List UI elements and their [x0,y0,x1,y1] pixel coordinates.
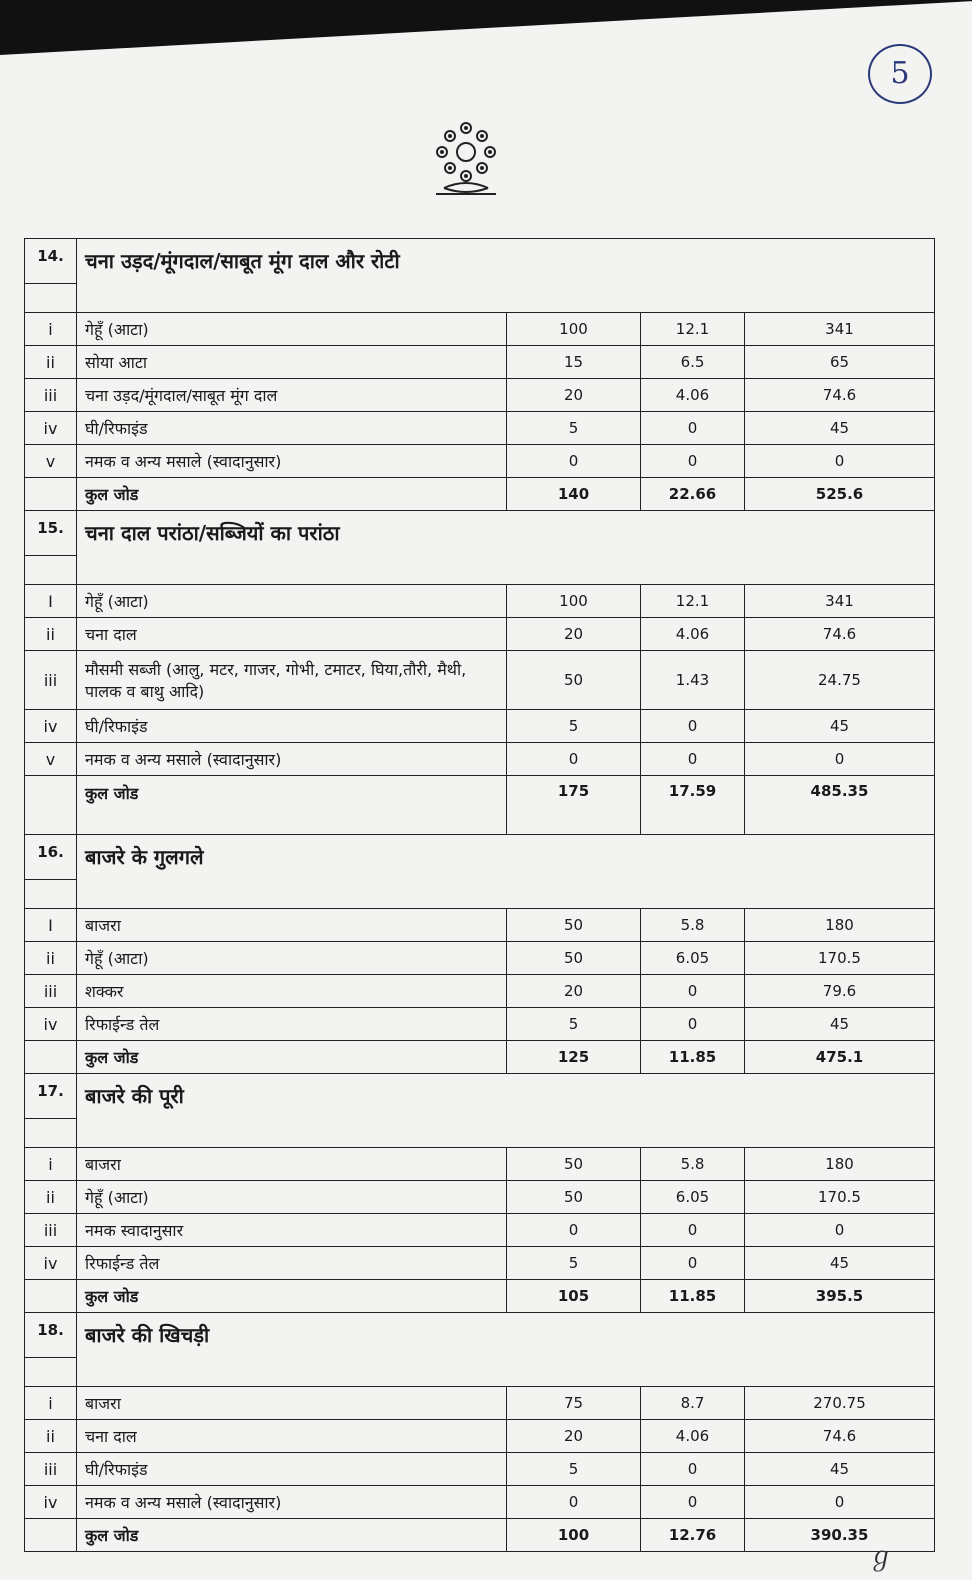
section-title: चना दाल परांठा/सब्जियों का परांठा [77,511,935,556]
handwritten-page-number: 5 [868,44,932,104]
protein-value: 6.05 [641,1181,745,1214]
section-spacer-row [25,880,935,909]
protein-value: 0 [641,412,745,445]
total-protein: 12.76 [641,1519,745,1552]
protein-value: 0 [641,1486,745,1519]
item-serial: i [25,313,77,346]
section-header-row [25,511,935,556]
item-serial: v [25,743,77,776]
item-serial: iv [25,412,77,445]
spacer-cell [25,1358,77,1387]
protein-value: 4.06 [641,1420,745,1453]
emblem-logo [420,118,512,222]
ingredient-name: रिफाईन्ड तेल [77,1247,507,1280]
table-row [25,942,935,975]
item-serial: iv [25,1486,77,1519]
handwritten-initials: ℊ [868,1542,895,1572]
spacer-cell [25,556,77,585]
ingredient-name: नमक स्वादानुसार [77,1214,507,1247]
item-serial: ii [25,1181,77,1214]
ingredient-name: गेहूँ (आटा) [77,942,507,975]
total-energy: 475.1 [745,1041,935,1074]
total-row [25,478,935,511]
item-serial: ii [25,346,77,379]
protein-value: 5.8 [641,909,745,942]
energy-value: 65 [745,346,935,379]
quantity-grams: 15 [507,346,641,379]
total-protein: 22.66 [641,478,745,511]
item-serial: iii [25,379,77,412]
total-serial-blank [25,1280,77,1313]
table-row [25,445,935,478]
energy-value: 74.6 [745,618,935,651]
emblem-icon [420,118,512,202]
section-spacer-row [25,1119,935,1148]
item-serial: iv [25,1008,77,1041]
section-header-row [25,239,935,284]
total-label: कुल जोड [77,478,507,511]
protein-value: 0 [641,1247,745,1280]
quantity-grams: 5 [507,412,641,445]
quantity-grams: 50 [507,1181,641,1214]
item-serial: i [25,1148,77,1181]
total-energy: 395.5 [745,1280,935,1313]
total-quantity: 175 [507,776,641,835]
ingredient-name: गेहूँ (आटा) [77,1181,507,1214]
energy-value: 74.6 [745,379,935,412]
table-row [25,412,935,445]
ingredient-name: रिफाईन्ड तेल [77,1008,507,1041]
energy-value: 341 [745,313,935,346]
item-serial: iv [25,1247,77,1280]
energy-value: 170.5 [745,942,935,975]
spacer-cell [25,1119,77,1148]
table-row [25,975,935,1008]
quantity-grams: 0 [507,1486,641,1519]
item-serial: ii [25,618,77,651]
nutrition-table [24,238,935,1552]
energy-value: 79.6 [745,975,935,1008]
protein-value: 0 [641,710,745,743]
ingredient-name: घी/रिफाइंड [77,710,507,743]
energy-value: 45 [745,1247,935,1280]
total-serial-blank [25,478,77,511]
item-serial: v [25,445,77,478]
section-title: बाजरे की पूरी [77,1074,935,1119]
spacer-cell [77,284,935,313]
protein-value: 0 [641,743,745,776]
section-header-row [25,835,935,880]
item-serial: ii [25,942,77,975]
section-number: 14. [25,239,77,284]
section-spacer-row [25,556,935,585]
section-title: बाजरे के गुलगले [77,835,935,880]
protein-value: 1.43 [641,651,745,710]
item-serial: iii [25,651,77,710]
protein-value: 0 [641,1008,745,1041]
table-row [25,909,935,942]
section-number: 15. [25,511,77,556]
section-spacer-row [25,284,935,313]
quantity-grams: 20 [507,618,641,651]
ingredient-name: घी/रिफाइंड [77,1453,507,1486]
total-energy: 390.35 [745,1519,935,1552]
total-quantity: 105 [507,1280,641,1313]
protein-value: 6.5 [641,346,745,379]
total-quantity: 100 [507,1519,641,1552]
total-protein: 17.59 [641,776,745,835]
energy-value: 0 [745,743,935,776]
ingredient-name: नमक व अन्य मसाले (स्वादानुसार) [77,445,507,478]
item-serial: iii [25,975,77,1008]
total-row [25,1041,935,1074]
table-row [25,1008,935,1041]
spacer-cell [77,556,935,585]
total-label: कुल जोड [77,1280,507,1313]
ingredient-name: मौसमी सब्जी (आलु, मटर, गाजर, गोभी, टमाटर, घिया,तौरी, मैथी, पालक व बाथु आदि) [77,651,507,710]
quantity-grams: 100 [507,313,641,346]
spacer-cell [77,880,935,909]
section-spacer-row [25,1358,935,1387]
table-row [25,313,935,346]
protein-value: 6.05 [641,942,745,975]
table-row [25,743,935,776]
ingredient-name: चना दाल [77,1420,507,1453]
scan-edge-shadow [0,0,972,55]
ingredient-name: नमक व अन्य मसाले (स्वादानुसार) [77,1486,507,1519]
ingredient-name: घी/रिफाइंड [77,412,507,445]
spacer-cell [25,284,77,313]
table-row [25,346,935,379]
ingredient-name: चना उड़द/मूंगदाल/साबूत मूंग दाल [77,379,507,412]
section-number: 16. [25,835,77,880]
protein-value: 5.8 [641,1148,745,1181]
energy-value: 45 [745,1008,935,1041]
ingredient-name: बाजरा [77,909,507,942]
protein-value: 12.1 [641,585,745,618]
quantity-grams: 50 [507,651,641,710]
energy-value: 45 [745,412,935,445]
ingredient-name: चना दाल [77,618,507,651]
recipe-nutrition-table [24,238,934,1552]
section-header-row [25,1074,935,1119]
total-energy: 525.6 [745,478,935,511]
quantity-grams: 20 [507,1420,641,1453]
quantity-grams: 50 [507,1148,641,1181]
table-row [25,651,935,710]
table-row [25,1181,935,1214]
protein-value: 0 [641,1214,745,1247]
table-row [25,1148,935,1181]
energy-value: 45 [745,710,935,743]
energy-value: 0 [745,1486,935,1519]
quantity-grams: 50 [507,909,641,942]
total-serial-blank [25,1041,77,1074]
energy-value: 341 [745,585,935,618]
total-energy: 485.35 [745,776,935,835]
protein-value: 0 [641,1453,745,1486]
table-row [25,585,935,618]
table-row [25,1247,935,1280]
total-serial-blank [25,1519,77,1552]
energy-value: 180 [745,1148,935,1181]
table-row [25,379,935,412]
quantity-grams: 0 [507,445,641,478]
quantity-grams: 75 [507,1387,641,1420]
item-serial: iii [25,1214,77,1247]
quantity-grams: 0 [507,743,641,776]
ingredient-name: गेहूँ (आटा) [77,313,507,346]
total-label: कुल जोड [77,1041,507,1074]
quantity-grams: 5 [507,1453,641,1486]
section-title: चना उड़द/मूंगदाल/साबूत मूंग दाल और रोटी [77,239,935,284]
quantity-grams: 5 [507,1247,641,1280]
ingredient-name: सोया आटा [77,346,507,379]
protein-value: 4.06 [641,618,745,651]
protein-value: 12.1 [641,313,745,346]
section-number: 17. [25,1074,77,1119]
quantity-grams: 5 [507,1008,641,1041]
table-row [25,710,935,743]
quantity-grams: 100 [507,585,641,618]
spacer-cell [25,880,77,909]
table-row [25,1486,935,1519]
section-number: 18. [25,1313,77,1358]
ingredient-name: बाजरा [77,1148,507,1181]
spacer-cell [77,1358,935,1387]
quantity-grams: 50 [507,942,641,975]
total-protein: 11.85 [641,1280,745,1313]
protein-value: 0 [641,445,745,478]
total-quantity: 125 [507,1041,641,1074]
energy-value: 180 [745,909,935,942]
energy-value: 0 [745,445,935,478]
ingredient-name: गेहूँ (आटा) [77,585,507,618]
table-row [25,618,935,651]
quantity-grams: 20 [507,379,641,412]
energy-value: 24.75 [745,651,935,710]
spacer-cell [77,1119,935,1148]
table-row [25,1214,935,1247]
protein-value: 0 [641,975,745,1008]
table-row [25,1453,935,1486]
ingredient-name: बाजरा [77,1387,507,1420]
energy-value: 74.6 [745,1420,935,1453]
table-row [25,1420,935,1453]
total-serial-blank [25,776,77,835]
item-serial: i [25,1387,77,1420]
item-serial: iii [25,1453,77,1486]
ingredient-name: शक्कर [77,975,507,1008]
section-title: बाजरे की खिचड़ी [77,1313,935,1358]
total-label: कुल जोड [77,1519,507,1552]
ingredient-name: नमक व अन्य मसाले (स्वादानुसार) [77,743,507,776]
table-row [25,1387,935,1420]
item-serial: I [25,585,77,618]
protein-value: 4.06 [641,379,745,412]
total-protein: 11.85 [641,1041,745,1074]
total-row [25,776,935,835]
quantity-grams: 5 [507,710,641,743]
total-label: कुल जोड [77,776,507,835]
item-serial: iv [25,710,77,743]
section-header-row [25,1313,935,1358]
energy-value: 270.75 [745,1387,935,1420]
protein-value: 8.7 [641,1387,745,1420]
total-row [25,1280,935,1313]
quantity-grams: 0 [507,1214,641,1247]
item-serial: ii [25,1420,77,1453]
energy-value: 45 [745,1453,935,1486]
item-serial: I [25,909,77,942]
energy-value: 0 [745,1214,935,1247]
quantity-grams: 20 [507,975,641,1008]
total-quantity: 140 [507,478,641,511]
energy-value: 170.5 [745,1181,935,1214]
total-row [25,1519,935,1552]
